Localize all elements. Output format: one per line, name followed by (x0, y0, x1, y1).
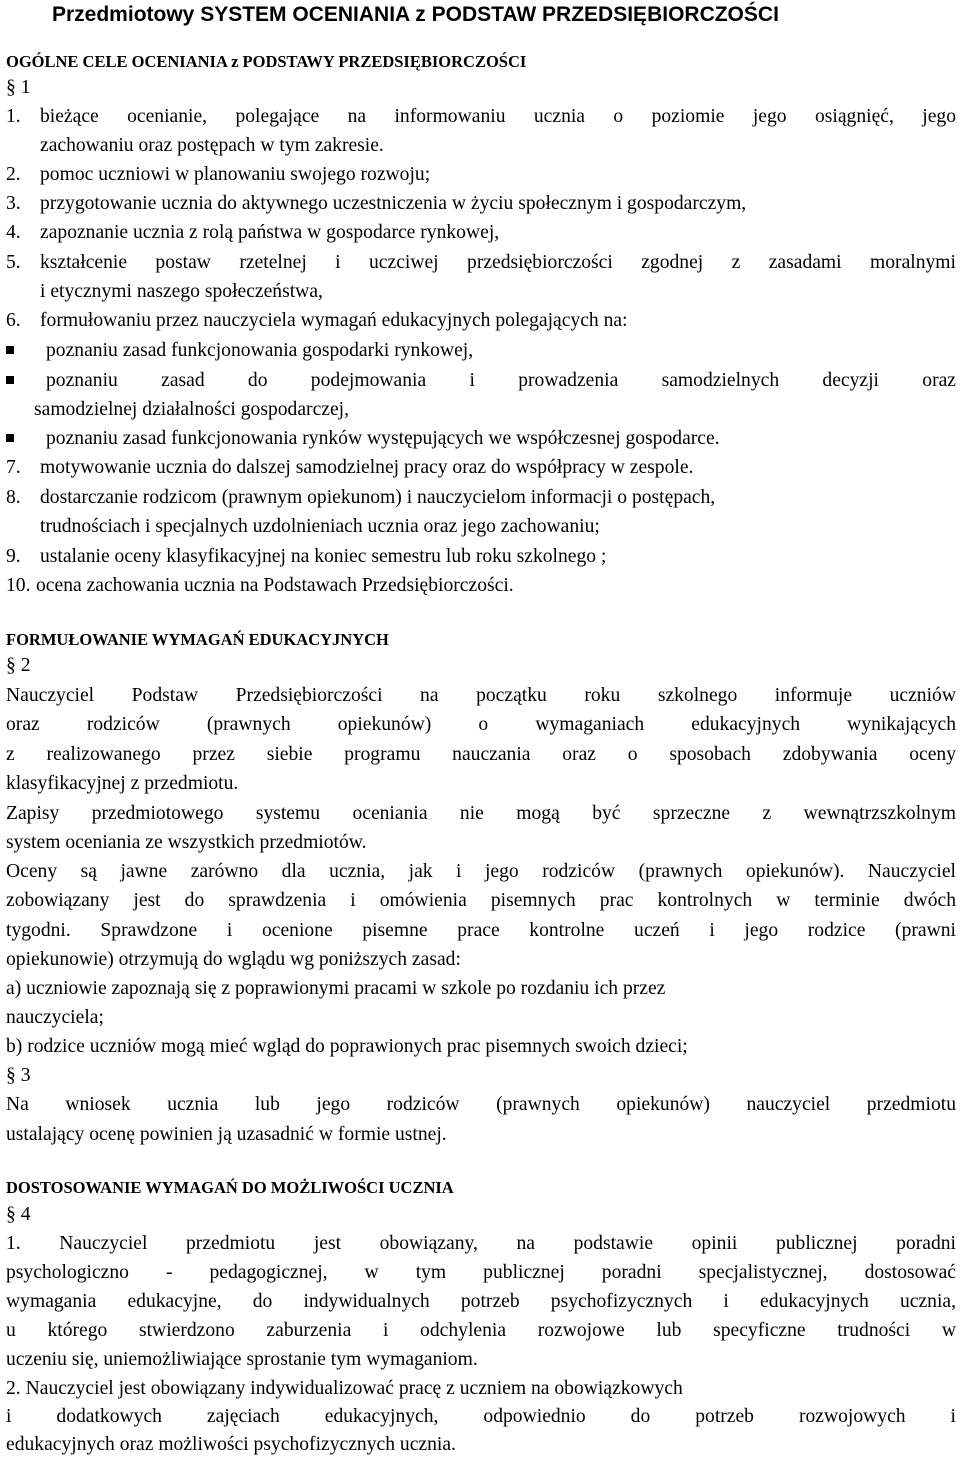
list-text: dostarczanie rodzicom (prawnym opiekunom) i nauczycielom informacji o postępach, (40, 487, 716, 508)
body-line: edukacyjnych oraz możliwości psychofizycznych ucznia. (6, 1434, 456, 1455)
list-text: ocena zachowania ucznia na Podstawach Przedsiębiorczości. (36, 575, 514, 596)
body-line: klasyfikacyjnej z przedmiotu. (6, 773, 239, 794)
body-line: Na wniosek ucznia lub jego rodziców (prawnych opiekunów) nauczyciel przedmiotu (6, 1094, 956, 1115)
body-line: b) rodzice uczniów mogą mieć wgląd do poprawionych prac pisemnych swoich dzieci; (6, 1036, 688, 1057)
body-line: nauczyciela; (6, 1007, 104, 1028)
list-text: formułowaniu przez nauczyciela wymagań edukacyjnych polegających na: (40, 310, 628, 331)
square-bullet-icon (6, 346, 14, 354)
bullet-text-continuation: samodzielnej działalności gospodarczej, (34, 399, 350, 420)
paragraph-marker-4: § 4 (6, 1204, 31, 1225)
paragraph-marker-3: § 3 (6, 1065, 31, 1086)
body-line: 2. Nauczyciel jest obowiązany indywidualizować pracę z uczniem na obowiązkowych (6, 1378, 683, 1399)
body-line: psychologiczno - pedagogicznej, w tym publicznej poradni specjalistycznej, dostosować (6, 1262, 956, 1283)
bullet-text: poznaniu zasad funkcjonowania gospodarki rynkowej, (46, 340, 474, 361)
body-line: ustalający ocenę powinien ją uzasadnić w formie ustnej. (6, 1124, 447, 1145)
body-line: oraz rodziców (prawnych opiekunów) o wymaganiach edukacyjnych wynikających (6, 714, 956, 735)
list-number: 3. (6, 193, 21, 214)
body-line: Oceny są jawne zarówno dla ucznia, jak i jego rodziców (prawnych opiekunów). Nauczyciel (6, 861, 956, 882)
body-line: zobowiązany jest do sprawdzenia i omówienia pisemnych prac kontrolnych w terminie dwóch (6, 890, 956, 911)
list-number: 4. (6, 222, 21, 243)
list-text: pomoc uczniowi w planowaniu swojego rozwoju; (40, 164, 431, 185)
list-number: 9. (6, 546, 21, 567)
square-bullet-icon (6, 434, 14, 442)
list-text: ustalanie oceny klasyfikacyjnej na koniec semestru lub roku szkolnego ; (40, 546, 607, 567)
list-text-continuation: i etycznymi naszego społeczeństwa, (40, 281, 323, 302)
body-line: a) uczniowie zapoznają się z poprawionymi pracami w szkole po rozdaniu ich przez (6, 978, 666, 999)
bullet-text: poznaniu zasad funkcjonowania rynków występujących we współczesnej gospodarce. (46, 428, 720, 449)
list-text: przygotowanie ucznia do aktywnego uczestniczenia w życiu społecznym i gospodarczym, (40, 193, 747, 214)
list-number: 6. (6, 310, 21, 331)
bullet-text: poznaniu zasad do podejmowania i prowadzenia samodzielnych decyzji oraz (46, 370, 956, 391)
list-number: 10. (6, 575, 31, 596)
list-text: bieżące ocenianie, polegające na informowaniu ucznia o poziomie jego osiągnięć, jego (40, 106, 956, 127)
list-text-continuation: trudnościach i specjalnych uzdolnieniach ucznia oraz jego zachowaniu; (40, 516, 600, 537)
body-line: i dodatkowych zajęciach edukacyjnych, odpowiednio do potrzeb rozwojowych i (6, 1406, 956, 1427)
section-heading-adjustment: DOSTOSOWANIE WYMAGAŃ DO MOŻLIWOŚCI UCZNIA (6, 1178, 454, 1197)
list-number: 5. (6, 252, 21, 273)
list-number: 7. (6, 457, 21, 478)
list-number: 8. (6, 487, 21, 508)
paragraph-marker-1: § 1 (6, 77, 31, 98)
body-line: u którego stwierdzono zaburzenia i odchylenia rozwojowe lub specyficzne trudności w (6, 1320, 956, 1341)
list-number: 1. (6, 106, 21, 127)
document-title: Przedmiotowy SYSTEM OCENIANIA z PODSTAW PRZEDSIĘBIORCZOŚCI (52, 3, 779, 26)
body-line: uczeniu się, uniemożliwiające sprostanie tym wymaganiom. (6, 1349, 478, 1370)
list-text-continuation: zachowaniu oraz postępach w tym zakresie. (40, 135, 384, 156)
body-line: tygodni. Sprawdzone i ocenione pisemne prace kontrolne uczeń i jego rodzice (prawni (6, 920, 956, 941)
list-number: 2. (6, 164, 21, 185)
square-bullet-icon (6, 376, 14, 384)
list-text: kształcenie postaw rzetelnej i uczciwej przedsiębiorczości zgodnej z zasadami moralnymi (40, 252, 956, 273)
body-line: wymagania edukacyjne, do indywidualnych potrzeb psychofizycznych i edukacyjnych ucznia, (6, 1291, 956, 1312)
list-text: zapoznanie ucznia z rolą państwa w gospodarce rynkowej, (40, 222, 500, 243)
body-line: system oceniania ze wszystkich przedmiotów. (6, 832, 367, 853)
list-text: motywowanie ucznia do dalszej samodzielnej pracy oraz do współpracy w zespole. (40, 457, 694, 478)
paragraph-marker-2: § 2 (6, 655, 31, 676)
body-line: 1. Nauczyciel przedmiotu jest obowiązany, na podstawie opinii publicznej poradni (6, 1233, 956, 1254)
body-line: opiekunowie) otrzymują do wglądu wg poniższych zasad: (6, 949, 461, 970)
body-line: z realizowanego przez siebie programu nauczania oraz o sposobach zdobywania oceny (6, 744, 956, 765)
section-heading-requirements: FORMUŁOWANIE WYMAGAŃ EDUKACYJNYCH (6, 630, 389, 649)
body-line: Nauczyciel Podstaw Przedsiębiorczości na początku roku szkolnego informuje uczniów (6, 685, 956, 706)
body-line: Zapisy przedmiotowego systemu oceniania nie mogą być sprzeczne z wewnątrzszkolnym (6, 803, 956, 824)
section-heading-general-goals: OGÓLNE CELE OCENIANIA z PODSTAWY PRZEDSIĘBIORCZOŚCI (6, 52, 527, 71)
